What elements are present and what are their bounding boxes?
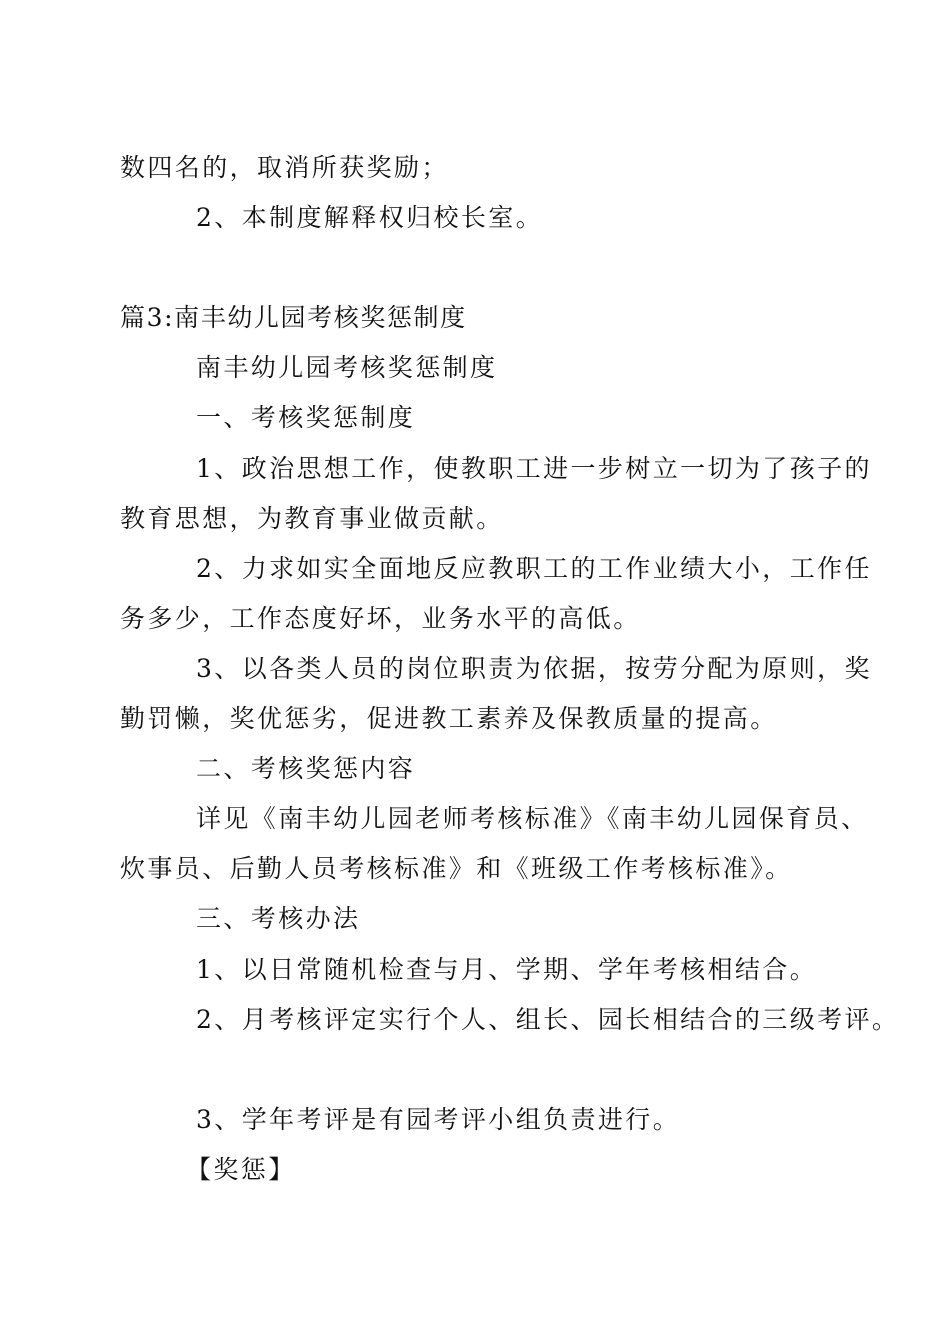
paragraph-line: 务多少，工作态度好坏，业务水平的高低。: [120, 604, 641, 633]
paragraph-line: 炊事员、后勤人员考核标准》和《班级工作考核标准》。: [120, 854, 793, 883]
paragraph-line: 教育思想，为教育事业做贡献。: [120, 504, 504, 533]
section-heading: 篇3:南丰幼儿园考核奖惩制度: [120, 303, 467, 332]
paragraph-line: 1、政治思想工作，使教职工进一步树立一切为了孩子的: [196, 454, 872, 483]
paragraph-line: 3、以各类人员的岗位职责为依据，按劳分配为原则，奖: [196, 654, 872, 683]
document-title: 南丰幼儿园考核奖惩制度: [196, 353, 498, 382]
paragraph-line: 1、以日常随机检查与月、学期、学年考核相结合。: [196, 955, 818, 984]
paragraph-line: 2、力求如实全面地反应教职工的工作业绩大小，工作任: [196, 554, 872, 583]
paragraph-line: 2、月考核评定实行个人、组长、园长相结合的三级考评。: [196, 1005, 900, 1034]
paragraph-line: 勤罚懒，奖优惩劣，促进教工素养及保教质量的提高。: [120, 704, 778, 733]
bracket-heading: 【奖惩】: [186, 1155, 296, 1184]
paragraph-line: 详见《南丰幼儿园老师考核标准》《南丰幼儿园保育员、: [196, 804, 869, 833]
subsection-heading: 一、考核奖惩制度: [196, 403, 416, 432]
subsection-heading: 二、考核奖惩内容: [196, 754, 416, 783]
text-line-continuation: 数四名的，取消所获奖励；: [120, 153, 449, 182]
paragraph-line: 3、学年考评是有园考评小组负责进行。: [196, 1105, 681, 1134]
text-line-item: 2、本制度解释权归校长室。: [196, 203, 544, 232]
subsection-heading: 三、考核办法: [196, 904, 361, 933]
